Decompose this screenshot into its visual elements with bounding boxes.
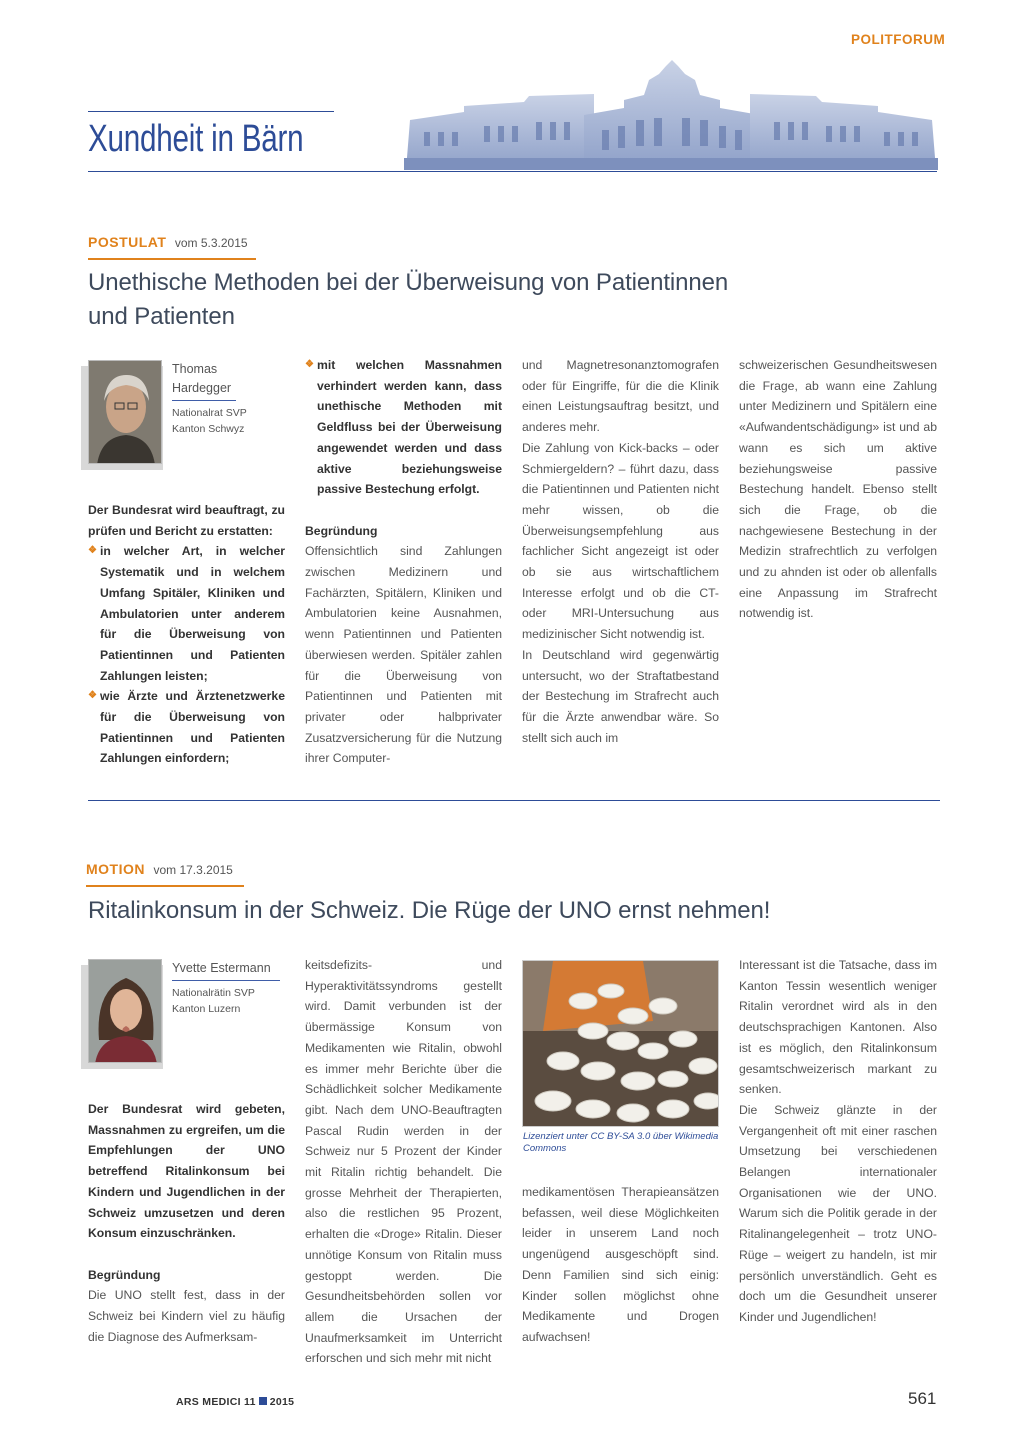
pills-photo-caption: Lizenziert unter CC BY-SA 3.0 über Wikimedia Commons	[523, 1131, 719, 1154]
motion-col1-text: Die UNO stellt fest, dass in der Schweiz bei Kindern viel zu häufig die Diagnose des Aufmerksam-	[88, 1288, 285, 1344]
postulat-col1	[88, 500, 285, 769]
motion-col4	[739, 955, 937, 1328]
section-label: POLITFORUM	[851, 32, 946, 47]
author-photo-hardegger	[88, 360, 162, 464]
postulat-bullet-2: ❖ wie Ärzte und Ärztenetzwerke für die Überweisung von Patientinnen und Patienten Zahlungen einfordern;	[88, 686, 285, 769]
pills-photo	[522, 960, 719, 1127]
postulat-headline	[88, 266, 938, 334]
author-role-line1: Nationalrat SVP	[172, 407, 247, 419]
author-name: Yvette Estermann	[172, 961, 271, 975]
author-rule	[172, 980, 280, 981]
author-info-estermann	[172, 959, 282, 1017]
motion-tag: MOTION	[86, 861, 145, 877]
masthead-title: Xundheit in Bärn	[88, 118, 304, 160]
postulat-col4-text: schweizerischen Gesundheitswesen die Frage, ab wann eine Zahlung unter Medizinern und Spitälern eine «Aufwandentschädigung» ist und ab wann es sich um aktive beziehungsweise passive Bestechung handelt. Ebenso stellt sich die Frage, ob die nachgewiesene Bestechung in der Medizin strafrechtlich zu verfolgen und zu ahnden ist oder ob allenfalls eine Anpassung im Strafrecht notwendig ist.	[739, 358, 937, 621]
postulat-date: vom 5.3.2015	[174, 236, 248, 250]
postulat-col2-text: Offensichtlich sind Zahlungen zwischen Medizinern und Fachärzten, Spitälern, Kliniken und Ambulatorien keine Ausnahmen, wenn Patientinnen und Patienten überwiesen werden. Spitäler zahlen für die Überweisung von Patientinnen und Patienten mit privater oder halbprivater Zusatzversicherung für die Nutzung ihrer Computer-	[305, 544, 502, 766]
postulat-col3	[522, 355, 719, 748]
postulat-col3-p2: Die Zahlung von Kick-backs – oder Schmiergeldern? – führt dazu, dass die Patientinnen und Patienten nicht mehr wissen, ob die Überweisungsempfehlung aus fachlicher Sicht angezeigt ist oder ob sie aus wirtschaftlichem Interesse erfolgt und ob die CT- oder MRI-Untersuchung aus medizinischer Sicht notwendig ist.	[522, 440, 719, 642]
motion-col3	[522, 1182, 719, 1348]
motion-date: vom 17.3.2015	[153, 863, 233, 877]
postulat-bullet-1: ❖ in welcher Art, in welcher Systematik und in welchem Umfang Spitäler, Kliniken und Ambulatorien unter anderem für die Überweisung von Patientinnen und Patienten Zahlungen leisten;	[88, 541, 285, 686]
author-role-line2: Kanton Luzern	[172, 1003, 241, 1015]
postulat-headline-line1: Unethische Methoden bei der Überweisung von Patientinnen	[88, 269, 729, 296]
postulat-col3-p1: und Magnetresonanztomografen oder für Eingriffe, für die die Klinik einen Leistungsauftrag besitzt, und anderes mehr.	[522, 358, 719, 435]
author-role-line2: Kanton Schwyz	[172, 423, 245, 435]
motion-headline: Ritalinkonsum in der Schweiz. Die Rüge der UNO ernst nehmen!	[88, 897, 771, 924]
footer-year: 2015	[269, 1396, 295, 1408]
postulat-tag-row	[88, 234, 248, 252]
postulat-bullet-3: ❖ mit welchen Massnahmen verhindert werden kann, dass unethische Methoden mit Geldfluss bei der Überweisung angewendet werden und dass aktive beziehungsweise passive Bestechung erfolgt.	[305, 355, 502, 500]
parliament-building-image	[404, 60, 938, 172]
motion-col4-p1: Interessant ist die Tatsache, dass im Kanton Tessin wesentlich weniger Ritalin verordnet wird als in den deutschsprachigen Kantonen. Also ist es möglich, den Ritalinkonsum gesamtschweizerisch markant zu senken.	[739, 958, 937, 1097]
section-divider	[88, 800, 940, 801]
postulat-col4	[739, 355, 937, 624]
page-number: 561	[908, 1389, 937, 1408]
author-info-hardegger	[172, 360, 266, 437]
motion-col1	[88, 1099, 285, 1347]
motion-col3-text: medikamentösen Therapieansätzen befassen, weil diese Möglichkeiten leider in unserem Land noch ungenügend ausgeschöpft sind. Denn Familien sind sich einig: Kinder sollen möglichst ohne Medikamente und Drogen aufwachsen!	[522, 1185, 719, 1344]
author-rule	[172, 400, 236, 401]
motion-col2-text: keitsdefizits- und Hyperaktivitätssyndroms gestellt wird. Damit verbunden ist der übermässige Konsum von Medikamenten wie Ritalin, obwohl es immer mehr Berichte über die Schädlichkeit solcher Medikamente gibt. Nach dem UNO-Beauftragten Pascal Rudin werden in der Schweiz nur 5 Prozent der Kinder mit Ritalin richtig behandelt. Die grosse Mehrheit der Therapierten, also die restlichen 95 Prozent, erhalten die «Droge» Ritalin. Dieser unnötige Konsum von Ritalin muss gestoppt werden. Die Gesundheitsbehörden sollen vor allem die Ursachen der Unaufmerksamkeit im Unterricht erforschen und sich mehr mit nicht	[305, 958, 502, 1366]
motion-col2	[305, 955, 502, 1369]
footer-journal	[176, 1396, 294, 1408]
postulat-headline-line2: und Patienten	[88, 303, 235, 330]
motion-tag-row	[86, 861, 233, 879]
motion-col4-p2: Die Schweiz glänzte in der Vergangenheit oft mit einer raschen Umsetzung bei verschiedenen Belangen internationaler Organisationen wie der UNO. Warum sich die Politik gerade in der Ritalinangelegenheit – trotz UNO-Rüge – weigert zu handeln, ist mir persönlich unverständlich. Geht es doch um die Gesundheit unserer Kinder und Jugendlichen!	[739, 1102, 937, 1324]
postulat-col2	[305, 355, 502, 769]
motion-begruendung-label: Begründung	[88, 1267, 161, 1282]
postulat-intro: Der Bundesrat wird beauftragt, zu prüfen und Bericht zu erstatten:	[88, 503, 285, 538]
author-photo-estermann	[88, 959, 162, 1063]
author-name-line2: Hardegger	[172, 381, 232, 395]
footer-journal-name: ARS MEDICI 11	[176, 1396, 256, 1408]
motion-tag-rule	[86, 885, 244, 887]
author-role-line1: Nationalrätin SVP	[172, 987, 255, 999]
masthead-top-rule	[88, 111, 334, 112]
footer-square-icon	[259, 1397, 267, 1405]
author-name-line1: Thomas	[172, 362, 218, 376]
postulat-begruendung-label: Begründung	[305, 523, 378, 538]
motion-intro: Der Bundesrat wird gebeten, Massnahmen zu ergreifen, um die Empfehlungen der UNO betreffend Ritalinkonsum bei Kindern und Jugendlichen in der Schweiz umzusetzen und deren Konsum einzuschränken.	[88, 1102, 285, 1241]
postulat-tag: POSTULAT	[88, 234, 167, 250]
postulat-tag-rule	[88, 258, 256, 260]
postulat-col3-p3: In Deutschland wird gegenwärtig untersucht, wo der Straftatbestand der Bestechung im Strafrecht auch für die Ärzte anwendbar wäre. So stellt sich auch im	[522, 647, 719, 745]
